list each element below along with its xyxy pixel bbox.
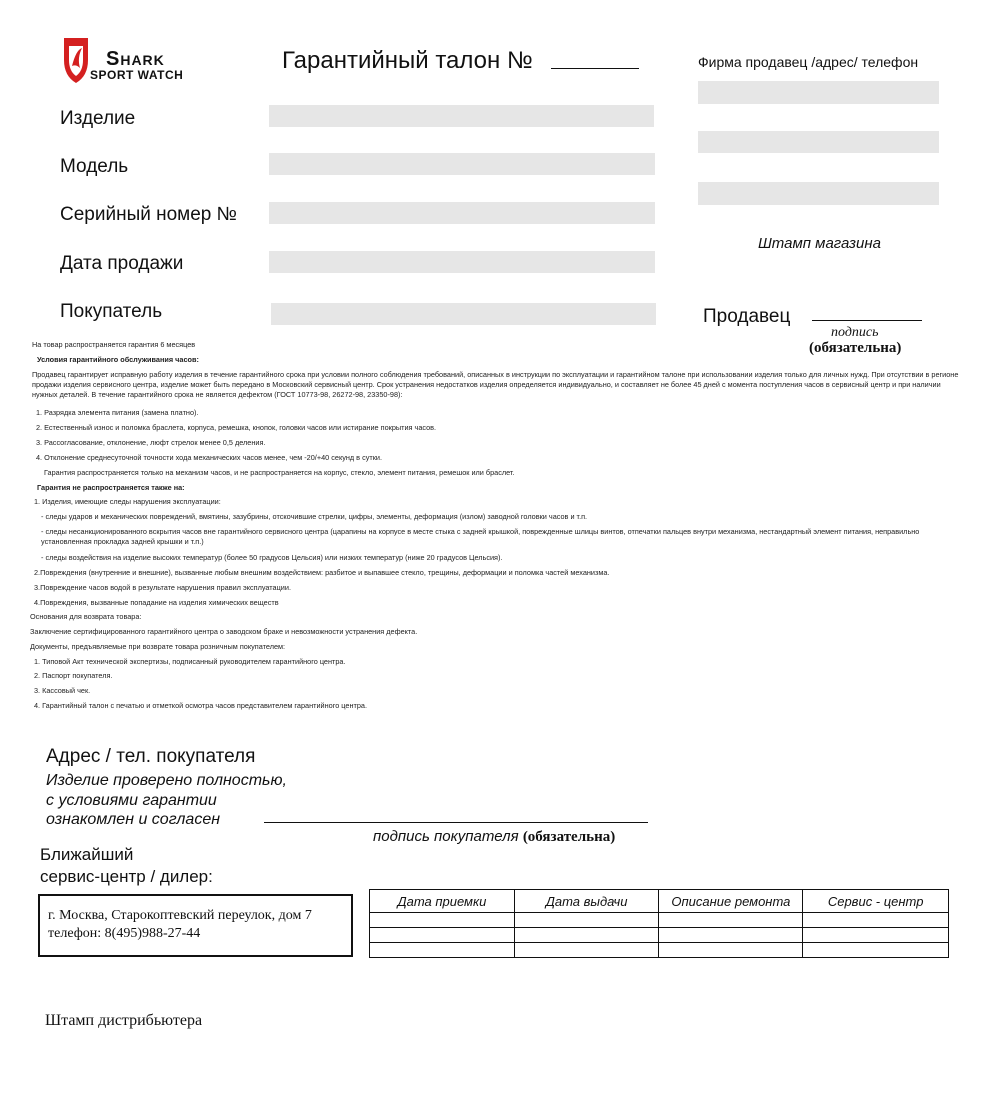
table-cell[interactable] xyxy=(370,943,515,958)
terms-line: Документы, предъявляемые при возврате товара розничным покупателем: xyxy=(30,642,286,651)
terms-line: Гарантия распространяется только на механизм часов, и не распространяется на корпус, стекло, элемент питания, ремешок или браслет. xyxy=(44,468,515,477)
service-title-2: сервис-центр / дилер: xyxy=(40,867,213,886)
buyer-sign-required: (обязательна) xyxy=(522,829,616,845)
field-label-serial: Серийный номер № xyxy=(60,204,238,225)
table-row xyxy=(370,943,949,958)
seller-sign-required: (обязательна) xyxy=(809,340,902,356)
table-cell[interactable] xyxy=(370,913,515,928)
buyer-sign-label: подпись покупателя xyxy=(373,828,519,845)
field-label-buyer: Покупатель xyxy=(60,301,163,322)
service-title-1: Ближайший xyxy=(40,845,134,864)
buyer-ack-line-1: Изделие проверено полностью, xyxy=(46,772,287,789)
store-stamp-label: Штамп магазина xyxy=(758,235,881,252)
terms-line: 4.Повреждения, вызванные попадание на изделия химических веществ xyxy=(34,598,279,607)
logo-sub: SPORT WATCH xyxy=(90,68,184,82)
shark-logo-icon xyxy=(60,36,92,84)
terms-line: 1. Разрядка элемента питания (замена платно). xyxy=(36,408,199,417)
repair-table xyxy=(369,889,949,958)
terms-line: 3. Рассогласование, отклонение, люфт стрелок менее 0,5 деления. xyxy=(36,438,266,447)
terms-line: - следы воздействия на изделие высоких температур (более 50 градусов Цельсия) или низких температур (ниже 20 градусов Цельсия). xyxy=(41,553,503,562)
field-buyer[interactable] xyxy=(271,303,656,325)
table-cell[interactable] xyxy=(803,913,949,928)
buyer-ack-line-2: с условиями гарантии xyxy=(46,792,217,809)
table-cell[interactable] xyxy=(803,943,949,958)
table-cell[interactable] xyxy=(659,913,803,928)
seller-sign-line xyxy=(812,320,922,321)
seller-field-1[interactable] xyxy=(698,81,939,104)
logo xyxy=(60,36,205,86)
terms-line: - следы ударов и механических повреждений, вмятины, зазубрины, отскочившие стрелки, цифры, элементы, деформация (излом) заводной головки часов и т.п. xyxy=(41,512,588,521)
seller-sign-label: Продавец xyxy=(703,306,791,327)
terms-heading: Условия гарантийного обслуживания часов: xyxy=(37,355,199,364)
repair-table-header-row xyxy=(370,890,949,913)
page-title: Гарантийный талон № xyxy=(282,47,533,74)
buyer-address-label: Адрес / тел. покупателя xyxy=(46,746,256,767)
service-address-box xyxy=(38,894,353,957)
terms-line: 2. Естественный износ и поломка браслета, корпуса, ремешка, кнопок, головки часов или истирание покрытия часов. xyxy=(36,423,437,432)
terms-line: 4. Отклонение среднесуточной точности хода механических часов менее, чем -20/+40 секунд в сутки. xyxy=(36,453,383,462)
buyer-sign-caption xyxy=(373,828,615,846)
terms-line: 3.Повреждение часов водой в результате нарушения правил эксплуатации. xyxy=(34,583,291,592)
buyer-sign-line xyxy=(264,822,648,823)
field-sale-date[interactable] xyxy=(269,251,655,273)
terms-line: 1. Типовой Акт технической экспертизы, подписанный руководителем гарантийного центра. xyxy=(34,657,346,666)
logo-brand: Shark xyxy=(106,48,165,70)
table-row xyxy=(370,913,949,928)
seller-field-3[interactable] xyxy=(698,182,939,205)
col-header-repair: Описание ремонта xyxy=(659,890,803,913)
terms-line: На товар распространяется гарантия 6 месяцев xyxy=(32,340,196,349)
terms-line: 1. Изделия, имеющие следы нарушения эксплуатации: xyxy=(34,497,221,506)
terms-line: Основания для возврата товара: xyxy=(30,612,142,621)
field-label-sale-date: Дата продажи xyxy=(60,253,184,274)
field-serial[interactable] xyxy=(269,202,655,224)
service-address: г. Москва, Старокоптевский переулок, дом 7 xyxy=(48,908,312,923)
table-cell[interactable] xyxy=(659,943,803,958)
terms-heading: Гарантия не распространяется также на: xyxy=(37,483,185,492)
field-label-product: Изделие xyxy=(60,108,136,129)
table-cell[interactable] xyxy=(370,928,515,943)
table-cell[interactable] xyxy=(514,943,659,958)
table-cell[interactable] xyxy=(659,928,803,943)
terms-line: - следы несанкционированного вскрытия часов вне гарантийного сервисного центра (царапины на корпусе в месте стыка с задней крышкой, поврежденные шлицы винтов, отпечатки пальцев внутри механизма, нестандартный элемент питания, неправильно установленная прокладка задней крышки и т.п.) xyxy=(41,527,920,546)
field-label-model: Модель xyxy=(60,156,129,177)
terms-line: Заключение сертифицированного гарантийного центра о заводском браке и невозможности устранения дефекта. xyxy=(30,627,418,636)
seller-header: Фирма продавец /адрес/ телефон xyxy=(698,54,919,70)
warranty-number-line xyxy=(551,68,639,69)
table-row xyxy=(370,928,949,943)
service-phone: телефон: 8(495)988-27-44 xyxy=(48,925,201,941)
seller-sign-caption: подпись xyxy=(831,325,879,340)
terms-paragraph: Продавец гарантирует исправную работу изделия в течение гарантийного срока при условии полного соблюдения требований, описанных в инструкции по эксплуатации и гарантийном талоне при использовании изделия только для личных нужд. При отсутствии в регионе продажи изделия сервисного центра, изделие может быть передано в Московский сервисный центр. Срок устранения недостатков изделия определяется индивидуально, и составляет не более 45 дней с момента поступления часов в сервисный центр и при наличии нужных деталей. В течение гарантийного срока не является дефектом (ГОСТ 10773-98, 26272-98, 23350-98): xyxy=(32,370,959,399)
seller-field-2[interactable] xyxy=(698,131,939,153)
field-product[interactable] xyxy=(269,105,654,127)
terms-line: 3. Кассовый чек. xyxy=(34,686,91,695)
terms-line: 4. Гарантийный талон с печатью и отметкой осмотра часов представителем гарантийного центра. xyxy=(34,701,367,710)
field-model[interactable] xyxy=(269,153,655,175)
table-cell[interactable] xyxy=(803,928,949,943)
terms-line: 2.Повреждения (внутренние и внешние), вызванные любым внешним воздействием: разбитое и выпавшее стекло, трещины, деформации и поломка частей механизма. xyxy=(34,568,610,577)
distributor-stamp-label: Штамп дистрибьютера xyxy=(45,1012,203,1029)
table-cell[interactable] xyxy=(514,928,659,943)
col-header-received: Дата приемки xyxy=(370,890,515,913)
terms-line: 2. Паспорт покупателя. xyxy=(34,671,113,680)
table-cell[interactable] xyxy=(514,913,659,928)
col-header-issued: Дата выдачи xyxy=(514,890,659,913)
buyer-ack-line-3: ознакомлен и согласен xyxy=(46,811,221,828)
col-header-service: Сервис - центр xyxy=(803,890,949,913)
